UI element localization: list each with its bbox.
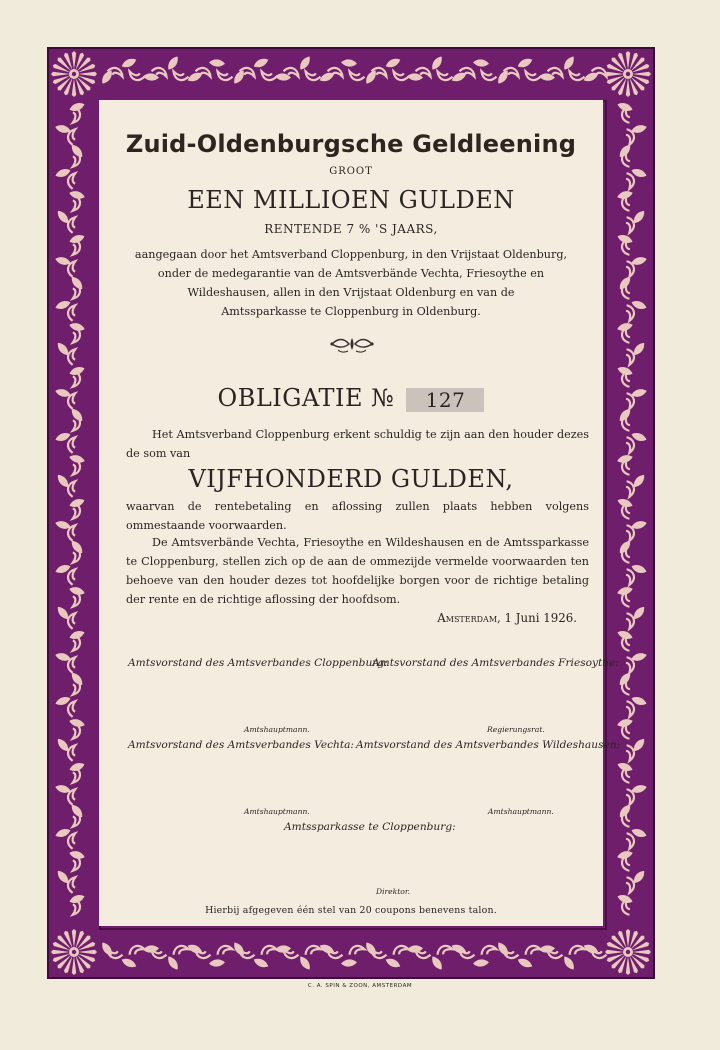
groot-label: GROOT	[329, 166, 373, 177]
signature-title-cloppenburg: Amtshauptmann.	[244, 725, 310, 734]
signature-title-vechta: Amtshauptmann.	[244, 807, 310, 816]
signature-title-friesoythe: Regierungsrat.	[487, 725, 545, 734]
signature-label-friesoythe: Amtsvorstand des Amtsverbandes Friesoythe:	[372, 657, 619, 669]
flourish-divider-icon	[328, 334, 376, 354]
place: Amsterdam,	[437, 611, 501, 625]
obligation-label: OBLIGATIE	[217, 384, 363, 412]
signature-label-wildeshausen: Amtsvorstand des Amtsverbandes Wildeshausen:	[356, 739, 621, 751]
intro-line: onder de medegarantie van de Amtsverbände Vechta, Friesoythe en	[157, 267, 545, 280]
loan-amount: EEN MILLIOEN GULDEN	[187, 186, 515, 214]
signature-label-cloppenburg: Amtsvorstand des Amtsverbandes Cloppenburg:	[128, 657, 388, 669]
body-paragraph-1: Het Amtsverband Cloppenburg erkent schuldig te zijn aan den houder dezes de som van	[126, 428, 589, 460]
loan-title: Zuid-Oldenburgsche Geldleening	[125, 130, 577, 158]
obligation-number: 127	[406, 388, 484, 412]
coupons-note: Hierbij afgegeven één stel van 20 coupons benevens talon.	[205, 905, 497, 916]
certificate-panel	[99, 100, 621, 926]
printer-imprint: C. A. SPIN & ZOON, AMSTERDAM	[307, 983, 413, 989]
signature-title-wildeshausen: Amtshauptmann.	[488, 807, 554, 816]
body-paragraph-2: waarvan de rentebetaling en aflossing zullen plaats hebben volgens ommestaande voorwaarden.	[126, 500, 589, 532]
intro-line: Wildeshausen, allen in den Vrijstaat Oldenburg en van de	[187, 286, 515, 299]
intro-line: Amtssparkasse te Cloppenburg in Oldenburg.	[221, 305, 481, 318]
intro-text	[99, 245, 603, 321]
place-and-date	[437, 611, 577, 625]
date: 1 Juni 1926.	[504, 611, 577, 625]
signature-label-sparkasse: Amtssparkasse te Cloppenburg:	[284, 821, 456, 833]
interest-rate: RENTENDE 7 % 'S JAARS,	[264, 222, 438, 236]
signature-title-sparkasse: Direktor.	[376, 887, 411, 896]
obligation-number-row	[99, 384, 603, 412]
number-sign: №	[371, 384, 395, 412]
signature-label-vechta: Amtsvorstand des Amtsverbandes Vechta:	[128, 739, 354, 751]
body-paragraph-3: De Amtsverbände Vechta, Friesoythe en Wildeshausen en de Amtssparkasse te Cloppenburg, stellen zich op de aan de ommezijde vermelde voorwaarden ten behoeve van den houder dezes tot hoofdelijke borgen voor de richtige betaling der rente en de richtige aflossing der hoofdsom.	[126, 536, 589, 606]
principal-sum: VIJFHONDERD GULDEN,	[188, 465, 514, 493]
intro-line: aangegaan door het Amtsverband Cloppenburg, in den Vrijstaat Oldenburg,	[134, 248, 568, 261]
